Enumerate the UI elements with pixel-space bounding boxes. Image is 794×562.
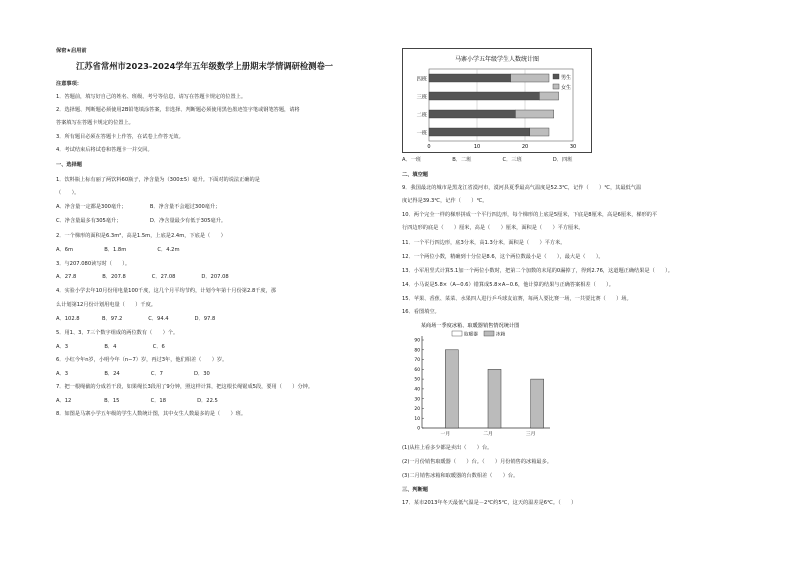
chart1-legend-male: 男生 — [561, 75, 572, 81]
question-line: 15．苹果、香蕉、菜菜、水果四人进行乒乓球友谊赛，每两人要比赛一场，一共要比赛（ ）场。 — [402, 296, 632, 302]
question-line: 11．一个平行四边形，底3分米，高1.3分米，面积是（ ）平方米。 — [402, 240, 566, 246]
notice-item: 3．所有题目必须在答题卡上作答，在试卷上作答无效。 — [56, 134, 184, 140]
question-option: A．27.8 B．207.8 C．27.08 D．207.08 — [56, 274, 229, 280]
chart2-y-tick-label: 10 — [414, 416, 420, 422]
question-line: 16．看图填空。 — [402, 309, 440, 315]
notice-item: 1．答题前，填写好自己的姓名、班级、考号等信息，请写在答题卡规定的位置上。 — [56, 94, 247, 100]
chart1-category-label: 一班 — [416, 130, 427, 137]
chart2-y-tick-label: 40 — [414, 387, 420, 393]
class-student-chart — [402, 48, 592, 153]
question-line: 6．小红今年n岁，小明今年（n−7）岁，再过3年，他们相差（ ）岁。 — [56, 357, 228, 363]
question-line: 4．实验小学去年10月份用电量100千度，这几个月平均节约，计划今年第十月份第2.8千度，那 — [56, 288, 276, 294]
question-line: 17．某市2013年冬天最低气温是－2℃约5℃，这天的温差是6℃。（ ） — [402, 500, 577, 506]
question-line: 度记得是39.3℃，记作（ ）℃。 — [402, 198, 488, 204]
chart2-y-tick-label: 0 — [417, 426, 420, 432]
question-line: (3)二月销售冰箱和取暖器的台数相差（ ）台。 — [402, 473, 519, 479]
section3-heading: 三、判断题 — [402, 487, 428, 493]
chart2-y-tick-label: 50 — [414, 377, 420, 383]
chart1-legend-swatch-female — [553, 84, 559, 89]
chart2-bar-fridge — [488, 369, 501, 428]
question-line: 2．一个梯形的面积是6.3m²，高是1.5m，上底是2.4m，下底是（ ） — [56, 233, 226, 239]
question-line: 10．两个完全一样的梯形拼成一个平行四边形，每个梯形的上底是5厘米，下底是8厘米，高是6厘米，梯形的平 — [402, 212, 658, 218]
question-line: (1)从柱上看多少都是卖出（ ）台。 — [402, 445, 493, 451]
question-line: 9．我国最北的城市是黑龙江省漠河市，漠河县夏季最高气温度是52.3℃，记作（ ）℃，其最低气温 — [402, 185, 642, 191]
section1-heading: 一、选择题 — [56, 162, 82, 168]
question-line: 8．如图是马寨小学五年级的学生人数统计图，其中女生人数最多的是（ ）班。 — [56, 411, 247, 417]
question-option: A．12 B．15 C．18 D．22.5 — [56, 398, 218, 404]
question-option: C．净含量最多有305毫升； D．净含量最少有低于305毫升。 — [56, 218, 227, 224]
chart1-bar-female — [515, 110, 553, 118]
chart2-y-tick-label: 80 — [414, 348, 420, 354]
chart1-bar-female — [511, 74, 549, 82]
question-line: （ ）。 — [56, 190, 80, 196]
chart2-bar-fridge — [531, 379, 544, 428]
question-line: 3．与207.080读写时（ ）。 — [56, 261, 131, 267]
chart1-tick-label: 20 — [521, 144, 529, 150]
chart2-legend-swatch-fridge — [484, 331, 494, 336]
exam-title: 江苏省常州市2023-2024学年五年级数学上册期末学情调研检测卷一 — [76, 61, 334, 71]
sales-chart-svg — [408, 320, 558, 438]
chart2-y-tick-label: 70 — [414, 358, 420, 364]
section2-heading: 二、填空题 — [402, 172, 428, 178]
chart2-y-tick-label: 60 — [414, 367, 420, 373]
chart1-bar-male — [429, 92, 539, 100]
chart1-category-label: 四班 — [416, 76, 427, 83]
chart2-y-tick-label: 30 — [414, 397, 420, 403]
chart1-tick-label: 30 — [569, 144, 577, 150]
question-option: A．6m B．1.8m C．4.2m — [56, 247, 180, 253]
question-option: A．净含量一定都是300毫升； B．净含量不会超过300毫升； — [56, 204, 221, 210]
q8-choices: A．一班 B．二班 C．三班 D．四班 — [402, 157, 573, 163]
question-line: 5．用1、3、7三个数字组成的两位数有（ ）个。 — [56, 330, 179, 336]
chart2-x-label: 三月 — [525, 432, 536, 437]
chart2-y-tick-label: 90 — [414, 338, 420, 344]
chart2-title: 某商场一季度冰箱、取暖器销售情况统计图 — [420, 323, 520, 329]
chart1-tick-label: 0 — [427, 144, 431, 150]
chart2-legend-swatch-heater — [452, 331, 462, 336]
chart1-legend-female: 女生 — [561, 85, 572, 91]
chart1-bar-male — [429, 110, 515, 118]
question-line: 行四边形的底是（ ）厘米，高是（ ）厘米，面积是（ ）平方厘米。 — [402, 225, 584, 231]
chart1-tick-label: 10 — [473, 144, 481, 150]
notice-item: 2．选择题、判断题必须使用2B铅笔填涂答案，非选择、判断题必须使用黑色墨迹签字笔或钢笔答题，请将 — [56, 107, 300, 113]
chart2-x-label: 一月 — [440, 432, 451, 437]
question-option: A．3 B．4 C．6 — [56, 344, 165, 350]
question-option: A．102.8 B．97.2 C．94.4 D．97.8 — [56, 316, 216, 322]
question-line: (2)一月份销售取暖器（ ）台。（ ）月份销售的冰箱最多。 — [402, 459, 552, 465]
chart1-bar-male — [429, 128, 530, 136]
question-line: 13．小军用竖式计算5.1加一个两位小数时，把第二个加数的末尾的0漏掉了，得到2.76，这道题正确结果是（ ）。 — [402, 268, 673, 274]
notice-item: 答案填写在答题卡规定的位置上。 — [56, 120, 134, 126]
question-option: A．3 B．24 C．7 D．30 — [56, 371, 210, 377]
question-line: 1．饮料瓶上标有丽了两饮料60瓶子，净含量为（300±5）毫升。下面对的说法正确的是 — [56, 177, 260, 183]
chart1-category-label: 三班 — [416, 94, 427, 101]
sales-chart — [408, 320, 558, 438]
chart2-bar-fridge — [445, 350, 458, 428]
chart1-bar-female — [530, 128, 549, 136]
chart1-legend-swatch-male — [553, 74, 559, 79]
chart1-bar-male — [429, 74, 511, 82]
question-line: 7．把一根绳截的分成若干段，如果绳长3段用了9分钟，照这样计算，把这根长绳锯成5段，要用（ ）分钟。 — [56, 384, 314, 390]
chart1-bar-female — [539, 92, 558, 100]
chart2-legend-heater: 取暖器 — [464, 332, 478, 338]
notice-item: 4．考试结束后将试卷和答题卡一并交回。 — [56, 147, 153, 153]
chart2-x-label: 二月 — [483, 432, 493, 437]
question-line: 12．一个两位小数，精确到十分位是8.6，这个两位数最小是（ ），最大是（ ）。 — [402, 254, 604, 260]
class-student-chart-svg — [403, 49, 591, 152]
secret-label: 保密★启用前 — [56, 48, 87, 54]
chart1-title: 马寨小学五年级学生人数统计图 — [454, 56, 540, 63]
question-line: 么计划第12月份计划用电量（ ）千度。 — [56, 302, 156, 308]
chart1-category-label: 二班 — [416, 112, 427, 119]
notice-heading: 注意事项： — [56, 81, 82, 87]
chart2-y-tick-label: 20 — [414, 407, 420, 413]
chart2-legend-fridge: 冰箱 — [496, 332, 506, 338]
question-line: 14．小马说是5.8×（A−0.6）错算成5.8×A−0.6，他计算的结果与正确答案相差（ ）。 — [402, 282, 614, 288]
